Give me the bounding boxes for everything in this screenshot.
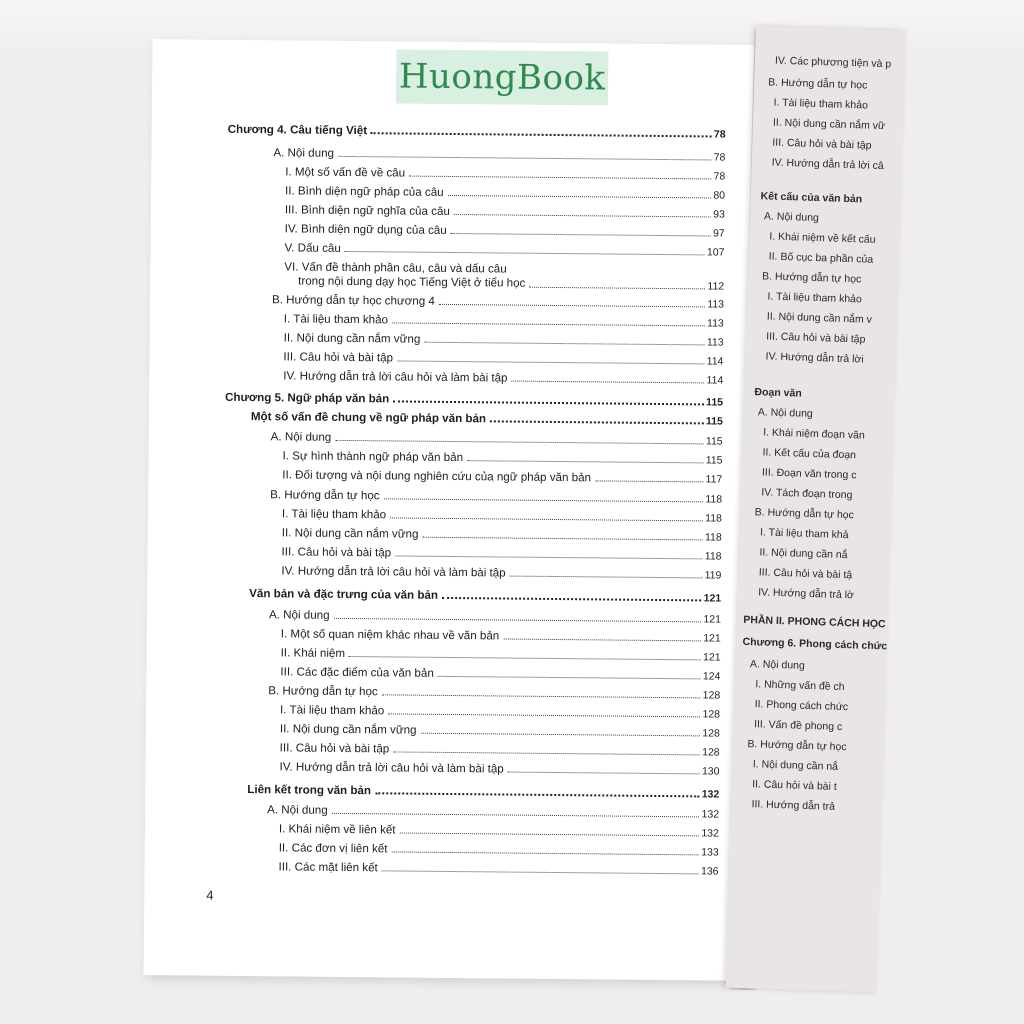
dot-leader xyxy=(454,214,711,217)
toc-entry-label: III. Câu hỏi và bài tập xyxy=(279,741,390,756)
toc-entry xyxy=(285,162,725,182)
toc-entry-right: IV. Hướng dẫn trả lờ xyxy=(758,586,855,602)
toc-entry xyxy=(247,780,719,801)
toc-entry-page: 114 xyxy=(706,374,724,387)
toc-entry-label: III. Câu hỏi và bài tập xyxy=(281,545,392,560)
dot-leader xyxy=(409,176,711,180)
dot-leader xyxy=(424,342,705,346)
toc-entry-label: I. Tài liệu tham khảo xyxy=(281,507,387,522)
toc-entry-page: 112 xyxy=(707,280,725,293)
dot-leader xyxy=(390,517,703,521)
toc-entry-label: III. Câu hỏi và bài tập xyxy=(283,350,394,365)
dot-leader xyxy=(334,618,702,623)
toc-entry xyxy=(280,662,720,682)
toc-entry xyxy=(281,624,721,644)
dot-leader xyxy=(512,381,705,384)
toc-entry-page: 118 xyxy=(704,531,722,544)
toc-entry-page: 78 xyxy=(713,151,726,164)
toc-entry-label: B. Hướng dẫn tự học xyxy=(268,684,378,699)
toc-entry-page: 121 xyxy=(703,632,721,645)
dot-leader xyxy=(375,792,700,797)
dot-leader xyxy=(448,195,712,199)
toc-entry xyxy=(285,181,725,201)
dot-leader xyxy=(442,597,702,601)
dot-leader xyxy=(382,694,701,698)
toc-entry xyxy=(271,427,723,447)
toc-entry xyxy=(225,388,723,409)
toc-entry-right: I. Khái niệm đoạn văn xyxy=(763,426,865,442)
toc-entry-label: Chương 5. Ngữ pháp văn bản xyxy=(225,390,390,406)
toc-entry xyxy=(284,258,724,292)
toc-entry-right: I. Tài liệu tham khảo xyxy=(767,290,863,306)
toc-entry-page: 128 xyxy=(702,727,720,740)
toc-entry xyxy=(280,738,720,758)
toc-entry-label: I. Một số quan niệm khác nhau về văn bản xyxy=(280,627,500,643)
dot-leader xyxy=(439,304,705,308)
dot-leader xyxy=(335,440,704,445)
huongbook-watermark-logo: HuongBook xyxy=(396,49,609,105)
dot-leader xyxy=(422,537,703,541)
toc-entry xyxy=(279,857,719,877)
toc-entry xyxy=(251,407,723,428)
toc-entry-page: 113 xyxy=(706,336,724,349)
toc-entry-page: 118 xyxy=(704,550,722,563)
toc-entry xyxy=(280,700,720,720)
toc-entry-label: IV. Hướng dẫn trả lời câu hỏi và làm bài tập xyxy=(279,760,504,776)
dot-leader xyxy=(332,813,700,818)
dot-leader xyxy=(382,870,699,874)
toc-entry-page: 133 xyxy=(701,846,719,859)
left-page xyxy=(144,39,761,981)
toc-entry-right: A. Nội dung xyxy=(749,658,805,672)
toc-entry xyxy=(284,328,724,348)
toc-entry-page: 118 xyxy=(705,512,722,525)
toc-entry-label: A. Nội dung xyxy=(267,803,328,817)
toc-entry xyxy=(279,757,719,777)
toc-entry-right: I. Khái niệm về kết cấu xyxy=(769,230,876,246)
toc-entry-label: II. Nội dung cần nắm vững xyxy=(279,722,417,737)
dot-leader xyxy=(503,638,701,641)
toc-entry xyxy=(279,819,719,839)
toc-entry-page: 113 xyxy=(707,298,725,311)
toc-entry-page: 113 xyxy=(706,317,724,330)
toc-entry-right: III. Câu hỏi và bài tậ xyxy=(758,566,853,582)
toc-entry-right: B. Hướng dẫn tự học xyxy=(754,506,855,522)
toc-entry-page: 128 xyxy=(702,689,721,702)
toc-entry-right: A. Nội dung xyxy=(757,406,813,420)
toc-entry-label: I. Một số vấn đề về câu xyxy=(285,165,406,180)
toc-entry-label: A. Nội dung xyxy=(268,608,330,622)
toc-entry-label: III. Các mặt liên kết xyxy=(278,860,378,875)
toc-entry-label: II. Đối tượng và nội dung nghiên cứu của ngữ pháp văn bản xyxy=(282,468,592,485)
dot-leader xyxy=(391,851,699,855)
toc-entry-right: Kết cấu của văn bản xyxy=(760,190,863,206)
toc-entry-page: 124 xyxy=(702,670,721,683)
toc-entry xyxy=(282,446,722,466)
toc-entry-right: III. Vấn đề phong c xyxy=(753,718,843,734)
toc-entry-right: III. Câu hỏi và bài tập xyxy=(772,136,872,152)
dot-leader xyxy=(393,400,704,405)
toc-entry-label: IV. Bình diện ngữ dụng của câu xyxy=(284,222,447,237)
dot-leader xyxy=(451,233,711,236)
toc-entry xyxy=(270,485,722,505)
toc-entry-label: A. Nội dung xyxy=(270,430,332,444)
toc-entry-label: B. Hướng dẫn tự học chương 4 xyxy=(271,293,435,308)
toc-entry-page: 128 xyxy=(702,708,721,721)
toc-entry-right: I. Những vấn đề ch xyxy=(755,678,845,694)
toc-entry-right: B. Hướng dẫn tự học xyxy=(761,270,862,286)
toc-entry-label: I. Khái niệm về liên kết xyxy=(278,822,396,837)
toc-entry-label: A. Nội dung xyxy=(273,146,335,160)
toc-entry-label-line1: VI. Vấn đề thành phần câu, câu và dấu câu xyxy=(284,260,507,276)
toc-entry-label: IV. Hướng dẫn trả lời câu hỏi và làm bài tập xyxy=(283,369,508,385)
toc-entry-right: II. Nội dung cần nắm vữ xyxy=(772,116,886,133)
toc-entry-page: 128 xyxy=(702,746,720,759)
toc-entry-page: 93 xyxy=(713,208,725,221)
dot-leader xyxy=(508,772,700,775)
toc-entry-right: II. Bố cục ba phần của xyxy=(768,250,874,266)
toc-entry-label: Liên kết trong văn bản xyxy=(247,783,372,798)
toc-entry xyxy=(228,120,726,141)
right-page xyxy=(726,26,906,992)
dot-leader xyxy=(345,251,705,255)
toc-entry xyxy=(283,366,723,386)
toc-entry-right: II. Nội dung cần nắ xyxy=(759,546,848,562)
toc-entry xyxy=(282,504,722,524)
dot-leader xyxy=(490,420,704,424)
toc-entry-page: 121 xyxy=(703,613,722,626)
dot-leader xyxy=(400,833,700,837)
toc-entry-right: A. Nội dung xyxy=(763,210,820,225)
toc-entry-label: I. Tài liệu tham khảo xyxy=(280,703,385,718)
toc-entry-label: II. Nội dung cần nắm vững xyxy=(281,526,419,541)
toc-entry-right: III. Câu hỏi và bài tập xyxy=(766,330,866,346)
toc-entry-label: II. Khái niệm xyxy=(280,646,346,660)
toc-entry xyxy=(267,800,719,820)
toc-entry-page: 121 xyxy=(703,592,722,605)
toc-entry-label: I. Tài liệu tham khảo xyxy=(283,312,389,327)
toc-entry xyxy=(273,143,725,163)
dot-leader xyxy=(388,713,700,717)
toc-entry-page: 132 xyxy=(701,827,719,840)
dot-leader xyxy=(397,360,705,364)
toc-entry-label: III. Các đặc điểm của văn bản xyxy=(280,665,434,680)
toc-entry-right: I. Tài liệu tham khảo xyxy=(773,96,869,112)
toc-entry xyxy=(279,838,719,858)
toc-entry xyxy=(282,465,722,485)
toc-entry xyxy=(283,347,723,367)
toc-entry-right: II. Phong cách chức xyxy=(754,698,849,714)
toc-entry xyxy=(269,605,721,625)
toc-entry-label: III. Bình diện ngữ nghĩa của câu xyxy=(284,203,450,218)
toc-entry xyxy=(282,542,722,562)
dot-leader xyxy=(510,576,703,579)
dot-leader xyxy=(438,676,701,680)
toc-entry-page: 115 xyxy=(705,435,723,448)
dot-leader xyxy=(529,287,705,290)
toc-entry-page: 130 xyxy=(701,765,720,778)
toc-entry-label: Văn bản và đặc trưng của văn bản xyxy=(249,587,439,602)
toc-entry-right: IV. Hướng dẫn trả lời xyxy=(765,350,864,366)
toc-entry xyxy=(249,584,721,605)
toc-entry-page: 117 xyxy=(705,473,723,486)
toc-entry-right: II. Câu hỏi và bài t xyxy=(751,778,837,793)
toc-entry xyxy=(284,309,724,329)
toc-entry-page: 119 xyxy=(704,569,722,582)
toc-entry-page: 121 xyxy=(703,651,721,664)
dot-leader xyxy=(349,656,701,660)
dot-leader xyxy=(595,480,704,482)
toc-entry-right: I. Tài liệu tham khả xyxy=(759,526,849,542)
toc-entry-right: I. Nội dung cần nắ xyxy=(752,758,839,773)
toc-entry-label: Một số vấn đề chung về ngữ pháp văn bản xyxy=(250,410,487,426)
dot-leader xyxy=(392,322,705,326)
toc-entry-right: III. Đoạn văn trong c xyxy=(761,466,857,482)
toc-entry-right: Đoạn văn xyxy=(754,386,802,400)
toc-entry-right: IV. Tách đoạn trong xyxy=(761,486,853,502)
page-number: 4 xyxy=(206,887,214,903)
toc-entry-label: Chương 4. Câu tiếng Việt xyxy=(227,122,368,138)
toc-entry-right: PHẦN II. PHONG CÁCH HỌC xyxy=(743,613,886,631)
toc-entry-right: II. Nội dung cần nắm v xyxy=(766,310,873,326)
toc-entry-label-line2: trong nội dung dạy học Tiếng Việt ở tiểu học xyxy=(298,274,526,290)
toc-entry-right: B. Hướng dẫn tự học xyxy=(747,738,847,754)
toc-entry xyxy=(280,719,720,739)
toc-entry xyxy=(285,219,725,239)
toc-entry-page: 80 xyxy=(713,189,726,202)
dot-leader xyxy=(395,555,703,559)
toc-entry xyxy=(268,681,720,701)
toc-entry-page: 118 xyxy=(705,493,723,506)
dot-leader xyxy=(338,156,712,161)
toc-entry-right: B. Hướng dẫn tự học xyxy=(768,76,868,92)
toc-entry-label: I. Sự hình thành ngữ pháp văn bản xyxy=(282,449,464,465)
dot-leader xyxy=(371,132,712,137)
toc-entry xyxy=(281,643,721,663)
toc-entry-right: Chương 6. Phong cách chức xyxy=(742,635,888,653)
toc-entry-label: IV. Hướng dẫn trả lời câu hỏi và làm bài tập xyxy=(281,564,506,580)
toc-entry xyxy=(272,290,724,310)
toc-entry-right: IV. Hướng dẫn trả lời câ xyxy=(771,156,884,173)
toc-entry-right: IV. Các phương tiện và p xyxy=(774,54,892,71)
toc-entry-label: II. Bình diện ngữ pháp của câu xyxy=(284,184,444,199)
toc-entry-page: 132 xyxy=(701,808,720,821)
toc-entry-right: II. Kết cấu của đoạn xyxy=(762,446,857,462)
dot-leader xyxy=(467,460,704,463)
toc-entry-page: 115 xyxy=(706,396,724,409)
toc-entry xyxy=(285,200,725,220)
toc-entry-page: 114 xyxy=(706,355,724,368)
dot-leader xyxy=(421,733,701,737)
toc-entry xyxy=(284,238,724,258)
dot-leader xyxy=(384,498,704,502)
toc-entry-page: 115 xyxy=(705,415,723,428)
toc-entry-page: 78 xyxy=(713,170,726,183)
toc-entry-page: 97 xyxy=(712,227,725,240)
toc-entry-page: 132 xyxy=(701,788,720,801)
dot-leader xyxy=(393,751,700,755)
toc-entry-page: 136 xyxy=(700,865,719,878)
toc-entry-page: 107 xyxy=(706,246,725,259)
toc-entry-page: 115 xyxy=(705,454,723,467)
toc-entry-label: II. Nội dung cần nắm vững xyxy=(283,331,421,346)
toc-entry xyxy=(282,523,722,543)
toc-entry-label: II. Các đơn vị liên kết xyxy=(278,841,388,856)
toc-entry-label: V. Dấu câu xyxy=(284,241,341,255)
toc-entry xyxy=(281,561,721,581)
toc-entry-label: B. Hướng dẫn tự học xyxy=(270,488,380,503)
toc-entry-label xyxy=(284,260,525,290)
toc-entry-page: 78 xyxy=(713,128,726,141)
toc-entry-right: III. Hướng dẫn trả xyxy=(751,798,836,813)
